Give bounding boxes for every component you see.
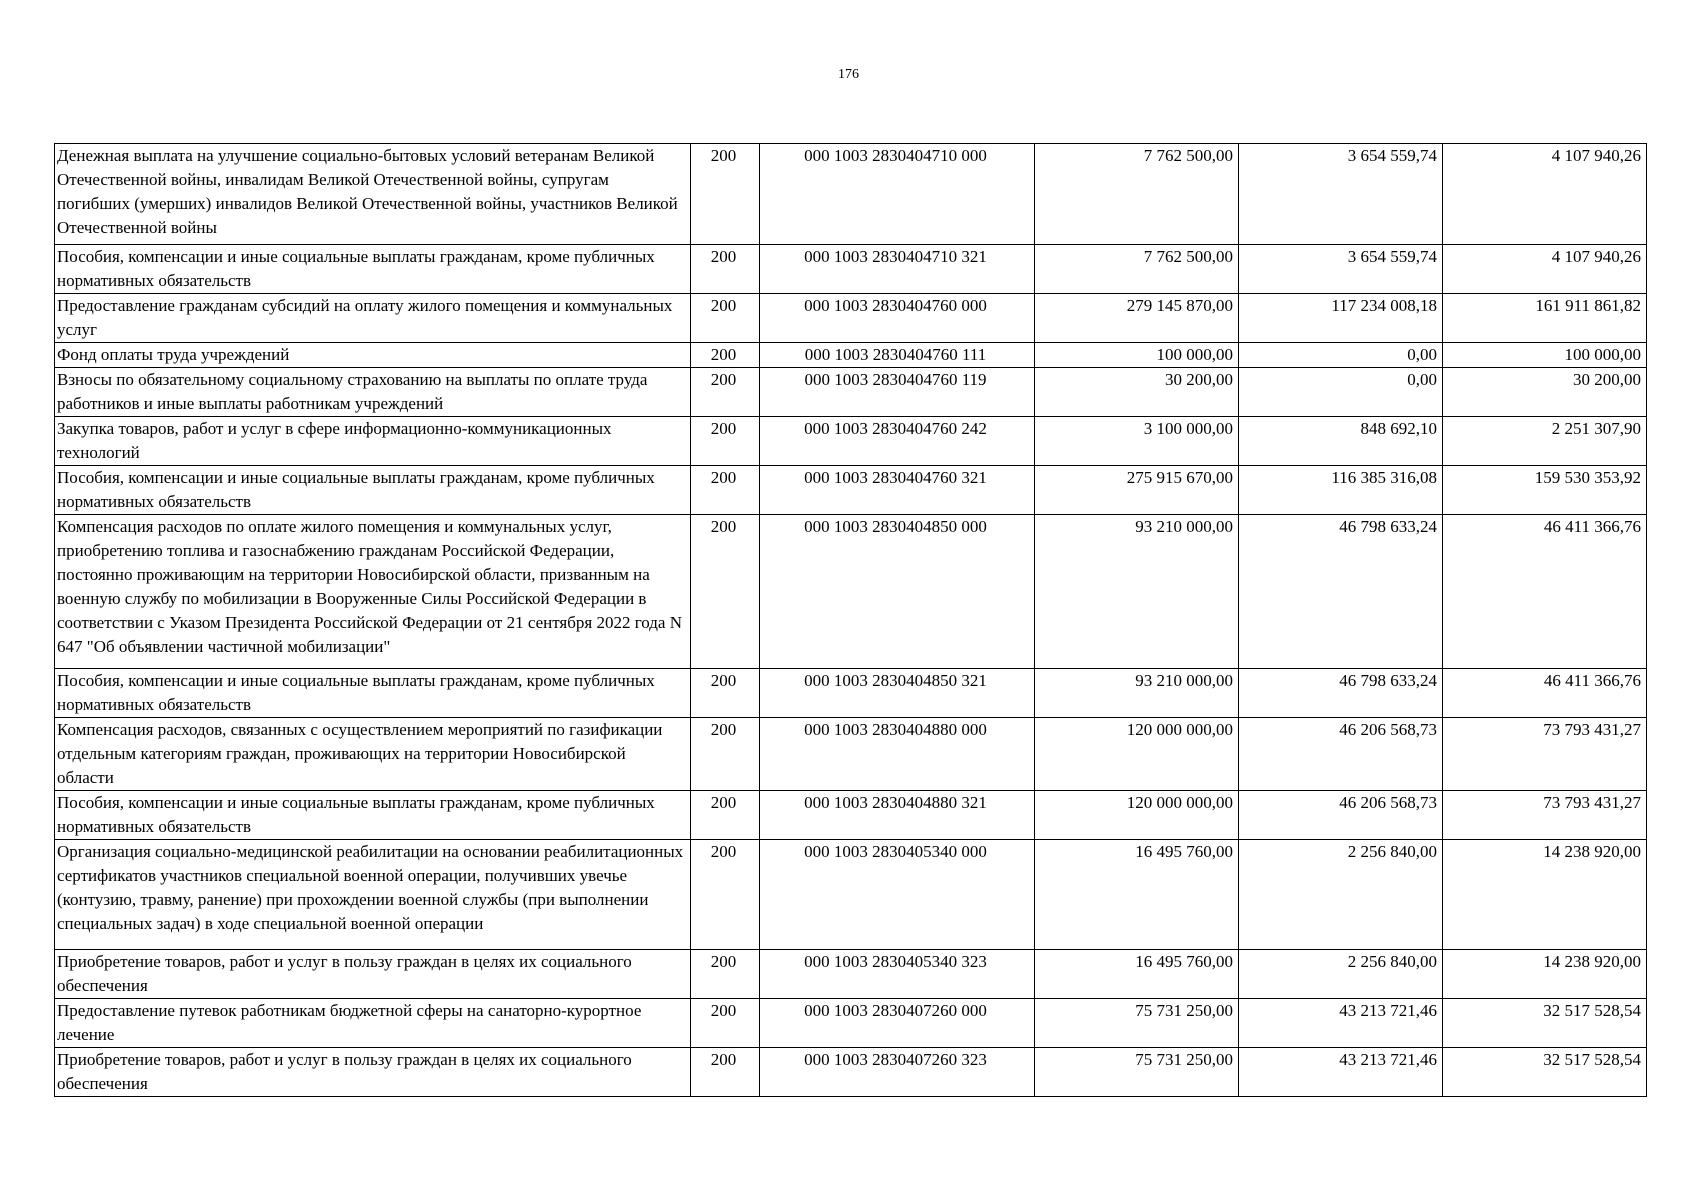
remaining-amount-cell: 14 238 920,00	[1443, 840, 1647, 950]
executed-amount-cell: 0,00	[1239, 368, 1443, 417]
executed-amount-cell: 46 798 633,24	[1239, 515, 1443, 669]
approved-amount-cell: 16 495 760,00	[1035, 950, 1239, 999]
table-row	[55, 515, 1647, 669]
expense-name-cell: Взносы по обязательному социальному страхованию на выплаты по оплате труда работников и иные выплаты работникам учреждений	[55, 368, 691, 417]
approved-amount-cell: 75 731 250,00	[1035, 999, 1239, 1048]
line-code-cell: 200	[691, 669, 760, 718]
line-code-cell: 200	[691, 840, 760, 950]
remaining-amount-cell: 73 793 431,27	[1443, 791, 1647, 840]
line-code-cell: 200	[691, 999, 760, 1048]
expense-name-cell: Денежная выплата на улучшение социально-бытовых условий ветеранам Великой Отечественной войны, инвалидам Великой Отечественной войны, супругам погибших (умерших) инвалидов Великой Отечественной войны, участников Великой Отечественной войны	[55, 144, 691, 245]
budget-classification-code-cell: 000 1003 2830404760 119	[760, 368, 1035, 417]
expense-name-cell: Предоставление путевок работникам бюджетной сферы на санаторно-курортное лечение	[55, 999, 691, 1048]
approved-amount-cell: 75 731 250,00	[1035, 1048, 1239, 1097]
expense-name-cell: Пособия, компенсации и иные социальные выплаты гражданам, кроме публичных нормативных обязательств	[55, 245, 691, 294]
remaining-amount-cell: 73 793 431,27	[1443, 718, 1647, 791]
expense-name-cell: Компенсация расходов, связанных с осуществлением мероприятий по газификации отдельным категориям граждан, проживающих на территории Новосибирской области	[55, 718, 691, 791]
budget-classification-code-cell: 000 1003 2830404880 000	[760, 718, 1035, 791]
table-row	[55, 718, 1647, 791]
expense-name-cell: Организация социально-медицинской реабилитации на основании реабилитационных сертификатов участников специальной военной операции, получивших увечье (контузию, травму, ранение) при прохождении военной службы (при выполнении специальных задач) в ходе специальной военной операции	[55, 840, 691, 950]
line-code-cell: 200	[691, 950, 760, 999]
line-code-cell: 200	[691, 144, 760, 245]
line-code-cell: 200	[691, 368, 760, 417]
table-row	[55, 245, 1647, 294]
executed-amount-cell: 2 256 840,00	[1239, 840, 1443, 950]
expense-name-cell: Пособия, компенсации и иные социальные выплаты гражданам, кроме публичных нормативных обязательств	[55, 669, 691, 718]
budget-classification-code-cell: 000 1003 2830404710 321	[760, 245, 1035, 294]
budget-table	[54, 143, 1647, 1097]
executed-amount-cell: 117 234 008,18	[1239, 294, 1443, 343]
remaining-amount-cell: 32 517 528,54	[1443, 1048, 1647, 1097]
table-row	[55, 950, 1647, 999]
table-row	[55, 791, 1647, 840]
remaining-amount-cell: 32 517 528,54	[1443, 999, 1647, 1048]
expense-name-cell: Пособия, компенсации и иные социальные выплаты гражданам, кроме публичных нормативных обязательств	[55, 791, 691, 840]
executed-amount-cell: 2 256 840,00	[1239, 950, 1443, 999]
executed-amount-cell: 848 692,10	[1239, 417, 1443, 466]
approved-amount-cell: 93 210 000,00	[1035, 669, 1239, 718]
remaining-amount-cell: 4 107 940,26	[1443, 245, 1647, 294]
remaining-amount-cell: 100 000,00	[1443, 343, 1647, 368]
budget-classification-code-cell: 000 1003 2830404760 111	[760, 343, 1035, 368]
line-code-cell: 200	[691, 515, 760, 669]
line-code-cell: 200	[691, 294, 760, 343]
executed-amount-cell: 0,00	[1239, 343, 1443, 368]
executed-amount-cell: 116 385 316,08	[1239, 466, 1443, 515]
line-code-cell: 200	[691, 1048, 760, 1097]
approved-amount-cell: 279 145 870,00	[1035, 294, 1239, 343]
budget-classification-code-cell: 000 1003 2830404760 000	[760, 294, 1035, 343]
line-code-cell: 200	[691, 718, 760, 791]
table-row	[55, 294, 1647, 343]
line-code-cell: 200	[691, 245, 760, 294]
table-row	[55, 417, 1647, 466]
line-code-cell: 200	[691, 417, 760, 466]
budget-classification-code-cell: 000 1003 2830405340 000	[760, 840, 1035, 950]
budget-table-body	[55, 144, 1647, 1097]
budget-classification-code-cell: 000 1003 2830404850 321	[760, 669, 1035, 718]
executed-amount-cell: 46 206 568,73	[1239, 791, 1443, 840]
remaining-amount-cell: 46 411 366,76	[1443, 515, 1647, 669]
expense-name-cell: Фонд оплаты труда учреждений	[55, 343, 691, 368]
approved-amount-cell: 275 915 670,00	[1035, 466, 1239, 515]
line-code-cell: 200	[691, 791, 760, 840]
executed-amount-cell: 3 654 559,74	[1239, 144, 1443, 245]
executed-amount-cell: 46 798 633,24	[1239, 669, 1443, 718]
table-row	[55, 466, 1647, 515]
executed-amount-cell: 43 213 721,46	[1239, 1048, 1443, 1097]
budget-classification-code-cell: 000 1003 2830405340 323	[760, 950, 1035, 999]
expense-name-cell: Пособия, компенсации и иные социальные выплаты гражданам, кроме публичных нормативных обязательств	[55, 466, 691, 515]
line-code-cell: 200	[691, 343, 760, 368]
budget-classification-code-cell: 000 1003 2830404710 000	[760, 144, 1035, 245]
table-row	[55, 840, 1647, 950]
budget-classification-code-cell: 000 1003 2830407260 000	[760, 999, 1035, 1048]
remaining-amount-cell: 46 411 366,76	[1443, 669, 1647, 718]
expense-name-cell: Компенсация расходов по оплате жилого помещения и коммунальных услуг, приобретению топлива и газоснабжению гражданам Российской Федерации, постоянно проживающим на территории Новосибирской области, призванным на военную службу по мобилизации в Вооруженные Силы Российской Федерации в соответствии с Указом Президента Российской Федерации от 21 сентября 2022 года N 647 "Об объявлении частичной мобилизации"	[55, 515, 691, 669]
budget-classification-code-cell: 000 1003 2830404880 321	[760, 791, 1035, 840]
approved-amount-cell: 120 000 000,00	[1035, 718, 1239, 791]
remaining-amount-cell: 159 530 353,92	[1443, 466, 1647, 515]
page-number: 176	[838, 67, 859, 82]
expense-name-cell: Приобретение товаров, работ и услуг в пользу граждан в целях их социального обеспечения	[55, 950, 691, 999]
table-row	[55, 368, 1647, 417]
remaining-amount-cell: 161 911 861,82	[1443, 294, 1647, 343]
approved-amount-cell: 30 200,00	[1035, 368, 1239, 417]
remaining-amount-cell: 30 200,00	[1443, 368, 1647, 417]
approved-amount-cell: 7 762 500,00	[1035, 144, 1239, 245]
approved-amount-cell: 100 000,00	[1035, 343, 1239, 368]
table-row	[55, 144, 1647, 245]
expense-name-cell: Предоставление гражданам субсидий на оплату жилого помещения и коммунальных услуг	[55, 294, 691, 343]
executed-amount-cell: 46 206 568,73	[1239, 718, 1443, 791]
line-code-cell: 200	[691, 466, 760, 515]
approved-amount-cell: 93 210 000,00	[1035, 515, 1239, 669]
budget-classification-code-cell: 000 1003 2830407260 323	[760, 1048, 1035, 1097]
approved-amount-cell: 120 000 000,00	[1035, 791, 1239, 840]
remaining-amount-cell: 2 251 307,90	[1443, 417, 1647, 466]
remaining-amount-cell: 14 238 920,00	[1443, 950, 1647, 999]
expense-name-cell: Закупка товаров, работ и услуг в сфере информационно-коммуникационных технологий	[55, 417, 691, 466]
budget-classification-code-cell: 000 1003 2830404760 321	[760, 466, 1035, 515]
table-row	[55, 669, 1647, 718]
expense-name-cell: Приобретение товаров, работ и услуг в пользу граждан в целях их социального обеспечения	[55, 1048, 691, 1097]
executed-amount-cell: 3 654 559,74	[1239, 245, 1443, 294]
approved-amount-cell: 3 100 000,00	[1035, 417, 1239, 466]
table-row	[55, 999, 1647, 1048]
table-row	[55, 1048, 1647, 1097]
approved-amount-cell: 16 495 760,00	[1035, 840, 1239, 950]
executed-amount-cell: 43 213 721,46	[1239, 999, 1443, 1048]
remaining-amount-cell: 4 107 940,26	[1443, 144, 1647, 245]
table-row	[55, 343, 1647, 368]
budget-classification-code-cell: 000 1003 2830404760 242	[760, 417, 1035, 466]
approved-amount-cell: 7 762 500,00	[1035, 245, 1239, 294]
budget-classification-code-cell: 000 1003 2830404850 000	[760, 515, 1035, 669]
